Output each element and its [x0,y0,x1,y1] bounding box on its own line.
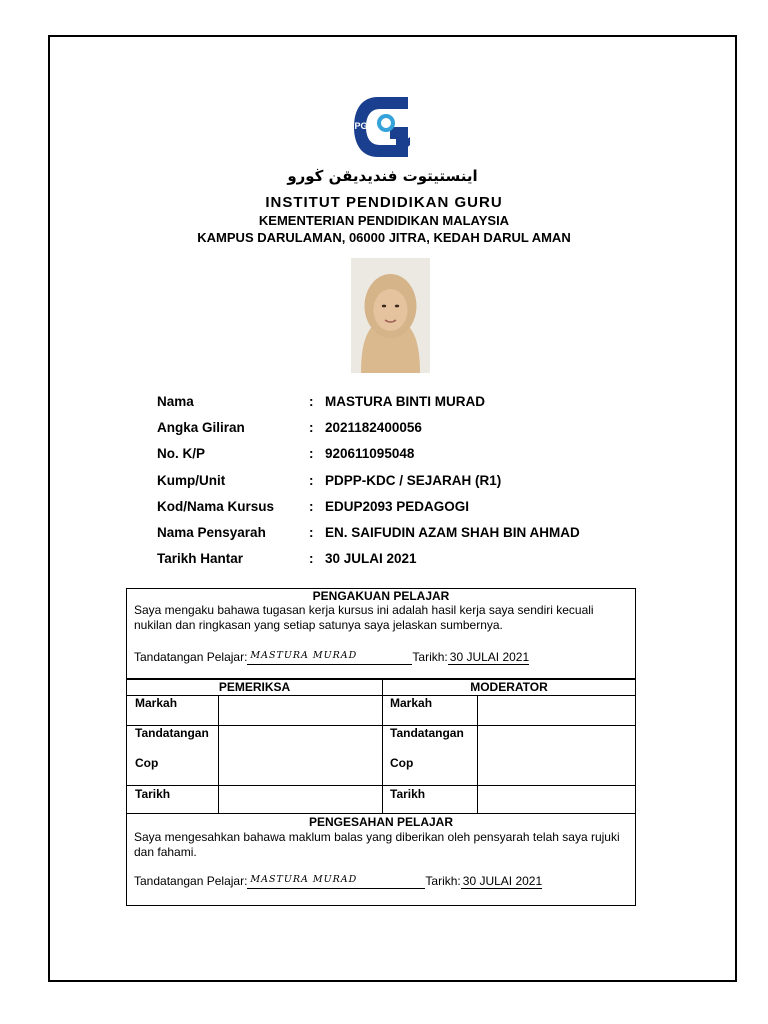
signature-field[interactable] [247,650,412,665]
date-value: 30 JULAI 2021 [449,650,530,664]
field-colon: : [309,524,314,540]
field-label: Kump/Unit [157,472,226,488]
examiner-heading: PEMERIKSA [218,680,291,694]
institution-title: INSTITUT PENDIDIKAN GURU [265,194,503,211]
field-value: EN. SAIFUDIN AZAM SHAH BIN AHMAD [325,524,580,540]
declaration-sign-line [134,650,529,665]
field-value: PDPP-KDC / SEJARAH (R1) [325,472,502,488]
declaration-heading: PENGAKUAN PELAJAR [312,589,450,603]
campus-address: KAMPUS DARULAMAN, 06000 JITRA, KEDAH DARUL AMAN [197,230,571,245]
field-colon: : [309,498,314,514]
field-label: Angka Giliran [157,420,245,436]
confirmation-sign-line [134,874,542,889]
field-colon: : [309,394,314,409]
confirmation-heading: PENGESAHAN PELAJAR [308,815,454,829]
field-value: 2021182400056 [325,420,422,436]
signature-field[interactable] [247,874,425,889]
sign-label: Tandatangan Pelajar: [134,874,248,888]
field-label: No. K/P [157,446,206,462]
field-label: Nama [157,394,194,409]
arabic-institution-name: اينستيتوت فنديديقن ڬورو [287,167,478,185]
moderator-cop-label: Cop [390,756,414,770]
date-value: 30 JULAI 2021 [462,874,543,888]
field-label: Nama Pensyarah [157,524,266,540]
signature: MASTURA MURAD [250,650,358,661]
student-photo [351,258,430,373]
moderator-tarikh-label: Tarikh [390,787,426,801]
field-value: 30 JULAI 2021 [325,551,417,567]
field-colon: : [309,420,314,436]
field-value: EDUP2093 PEDAGOGI [325,498,470,514]
assessment-table [126,678,636,814]
declaration-text: Saya mengaku bahawa tugasan kerja kursus ini adalah hasil kerja saya sendiri kecuali nukilan dan ringkasan yang setiap satunya saya jelaskan sumbernya. [134,603,594,632]
declaration-box [126,588,636,679]
confirmation-text: Saya mengesahkan bahawa maklum balas yang diberikan oleh pensyarah telah saya rujuki dan fahami. [134,830,620,859]
ministry-name: KEMENTERIAN PENDIDIKAN MALAYSIA [258,213,510,228]
sign-label: Tandatangan Pelajar: [134,650,248,664]
moderator-tandatangan-label: Tandatangan [390,726,464,740]
ipg-logo [350,93,412,165]
examiner-markah-label: Markah [135,696,178,710]
moderator-markah-label: Markah [390,696,433,710]
field-colon: : [309,472,314,488]
examiner-cop-label: Cop [135,756,159,770]
moderator-heading: MODERATOR [470,680,548,694]
svg-text:IPG: IPG [352,121,368,131]
examiner-tarikh-label: Tarikh [135,787,171,801]
field-colon: : [309,551,314,567]
signature: MASTURA MURAD [250,874,358,885]
field-label: Tarikh Hantar [157,551,244,567]
date-label: Tarikh: [412,650,448,664]
field-colon: : [309,446,314,462]
field-value: 920611095048 [325,446,415,462]
examiner-tandatangan-label: Tandatangan [135,726,209,740]
field-value: MASTURA BINTI MURAD [325,394,485,409]
field-label: Kod/Nama Kursus [157,498,275,514]
date-label: Tarikh: [425,874,461,888]
confirmation-box [126,813,636,906]
